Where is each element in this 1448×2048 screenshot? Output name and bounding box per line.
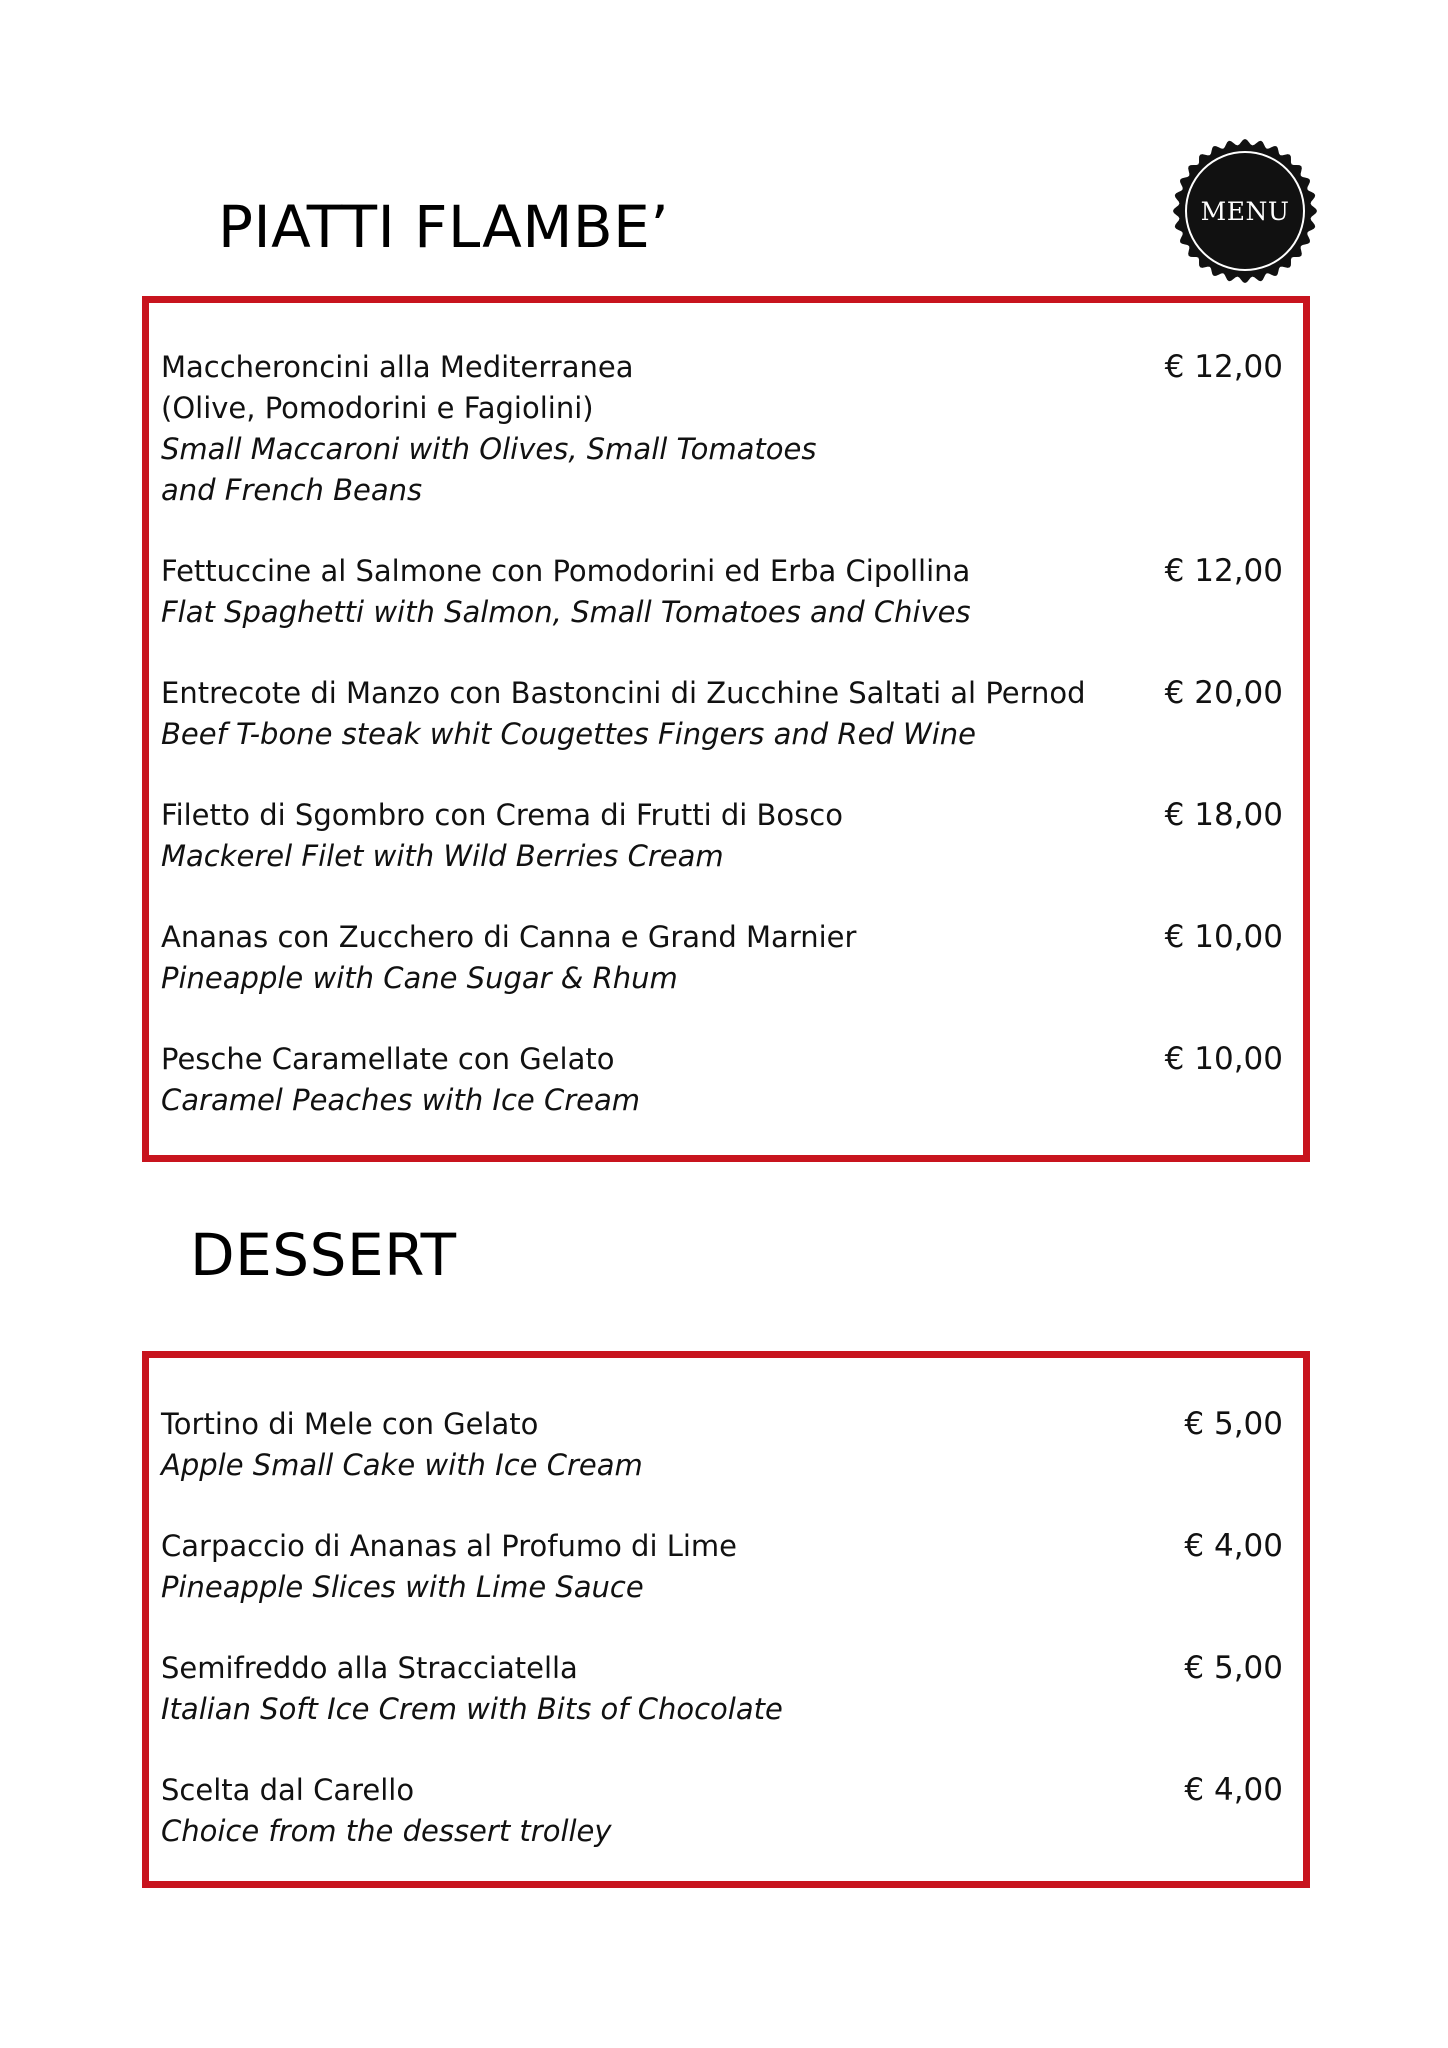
menu-item	[149, 551, 1303, 633]
item-price: € 20,00	[1164, 675, 1283, 711]
menu-item	[149, 673, 1303, 755]
flambe-menu-box	[142, 296, 1310, 1162]
item-description: Pineapple Slices with Lime Sauce	[161, 1570, 644, 1604]
item-price: € 10,00	[1164, 1041, 1283, 1077]
item-price: € 12,00	[1164, 349, 1283, 385]
menu-item	[149, 1039, 1303, 1121]
menu-item	[149, 917, 1303, 999]
item-name: Filetto di Sgombro con Crema di Frutti di Bosco	[161, 798, 843, 832]
item-name: Scelta dal Carello	[161, 1773, 415, 1807]
item-price: € 10,00	[1164, 919, 1283, 955]
section-title-dessert: DESSERT	[190, 1221, 457, 1289]
item-name: Tortino di Mele con Gelato	[161, 1407, 539, 1441]
item-description: Mackerel Filet with Wild Berries Cream	[161, 839, 724, 873]
item-name: Semifreddo alla Stracciatella	[161, 1651, 578, 1685]
menu-badge	[1172, 138, 1318, 284]
menu-item	[149, 1770, 1303, 1852]
item-description: Flat Spaghetti with Salmon, Small Tomatoes and Chives	[161, 595, 971, 629]
item-price: € 4,00	[1184, 1772, 1283, 1808]
item-name: Fettuccine al Salmone con Pomodorini ed Erba Cipollina	[161, 554, 971, 588]
item-name: Ananas con Zucchero di Canna e Grand Marnier	[161, 920, 857, 954]
item-name: Entrecote di Manzo con Bastoncini di Zucchine Saltati al Pernod	[161, 676, 1086, 710]
menu-badge-label: MENU	[1200, 196, 1290, 226]
menu-item	[149, 795, 1303, 877]
dessert-menu-box	[142, 1351, 1310, 1888]
menu-item	[149, 1404, 1303, 1486]
item-price: € 5,00	[1184, 1406, 1283, 1442]
item-description: Italian Soft Ice Crem with Bits of Chocolate	[161, 1692, 783, 1726]
dessert-item-list	[149, 1404, 1303, 1852]
item-price: € 18,00	[1164, 797, 1283, 833]
item-price: € 12,00	[1164, 553, 1283, 589]
item-description: Apple Small Cake with Ice Cream	[161, 1448, 643, 1482]
section-title-flambe: PIATTI FLAMBE’	[218, 193, 670, 261]
item-price: € 5,00	[1184, 1650, 1283, 1686]
menu-item	[149, 1648, 1303, 1730]
item-description: Beef T-bone steak whit Cougettes Fingers and Red Wine	[161, 717, 976, 751]
item-price: € 4,00	[1184, 1528, 1283, 1564]
item-description: Pineapple with Cane Sugar & Rhum	[161, 961, 678, 995]
item-description: Choice from the dessert trolley	[161, 1814, 612, 1848]
item-description: Small Maccaroni with Olives, Small Tomatoes and French Beans	[161, 432, 817, 507]
item-description: Caramel Peaches with Ice Cream	[161, 1083, 641, 1117]
item-name: Maccheroncini alla Mediterranea (Olive, Pomodorini e Fagiolini)	[161, 350, 634, 425]
item-name: Pesche Caramellate con Gelato	[161, 1042, 615, 1076]
flambe-item-list	[149, 347, 1303, 1121]
item-name: Carpaccio di Ananas al Profumo di Lime	[161, 1529, 738, 1563]
menu-item	[149, 347, 1303, 511]
menu-item	[149, 1526, 1303, 1608]
